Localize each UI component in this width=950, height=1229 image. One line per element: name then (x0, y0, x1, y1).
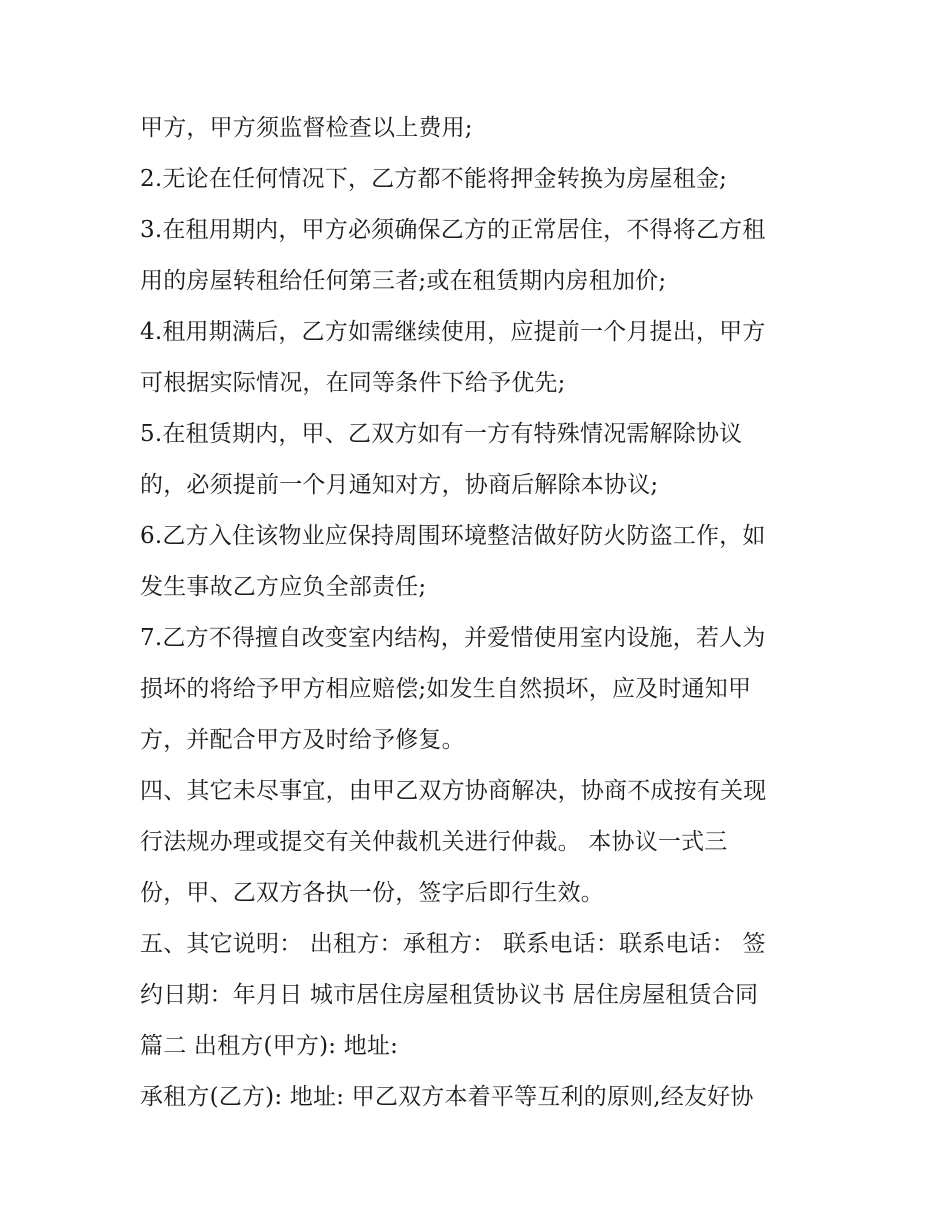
text-line-8: 的，必须提前一个月通知对方，协商后解除本协议; (140, 472, 659, 498)
text-line-9: 6.乙方入住该物业应保持周围环境整洁做好防火防盗工作，如 (140, 523, 766, 549)
text-line-4: 用的房屋转租给任何第三者;或在租赁期内房租加价; (140, 268, 667, 294)
text-line-13: 方，并配合甲方及时给予修复。 (140, 727, 465, 753)
text-line-19: 篇二 出租方(甲方): 地址: (140, 1033, 399, 1059)
text-line-18: 约日期：年月日 城市居住房屋租赁协议书 居住房屋租赁合同 (140, 982, 759, 1008)
text-line-7: 5.在租赁期内，甲、乙双方如有一方有特殊情况需解除协议 (140, 421, 743, 447)
text-line-14: 四、其它未尽事宜，由甲乙双方协商解决，协商不成按有关现 (140, 778, 767, 804)
text-line-5: 4.租用期满后，乙方如需继续使用，应提前一个月提出，甲方 (140, 319, 766, 345)
text-line-1: 甲方，甲方须监督检查以上费用; (140, 115, 473, 141)
document-body (140, 103, 830, 1123)
text-line-17: 五、其它说明： 出租方：承租方： 联系电话：联系电话： 签 (140, 931, 766, 957)
text-line-11: 7.乙方不得擅自改变室内结构，并爱惜使用室内设施，若人为 (140, 625, 766, 651)
text-line-6: 可根据实际情况，在同等条件下给予优先; (140, 370, 566, 396)
text-line-2: 2.无论在任何情况下，乙方都不能将押金转换为房屋租金; (140, 166, 728, 192)
text-line-10: 发生事故乙方应负全部责任; (140, 574, 427, 600)
text-line-15: 行法规办理或提交有关仲裁机关进行仲裁。 本协议一式三 (140, 829, 728, 855)
text-line-16: 份，甲、乙双方各执一份，签字后即行生效。 (140, 880, 604, 906)
text-line-3: 3.在租用期内，甲方必须确保乙方的正常居住，不得将乙方租 (140, 217, 766, 243)
text-line-12: 损坏的将给予甲方相应赔偿;如发生自然损坏，应及时通知甲 (140, 676, 752, 702)
text-line-20: 承租方(乙方): 地址: 甲乙双方本着平等互利的原则,经友好协 (140, 1084, 754, 1110)
